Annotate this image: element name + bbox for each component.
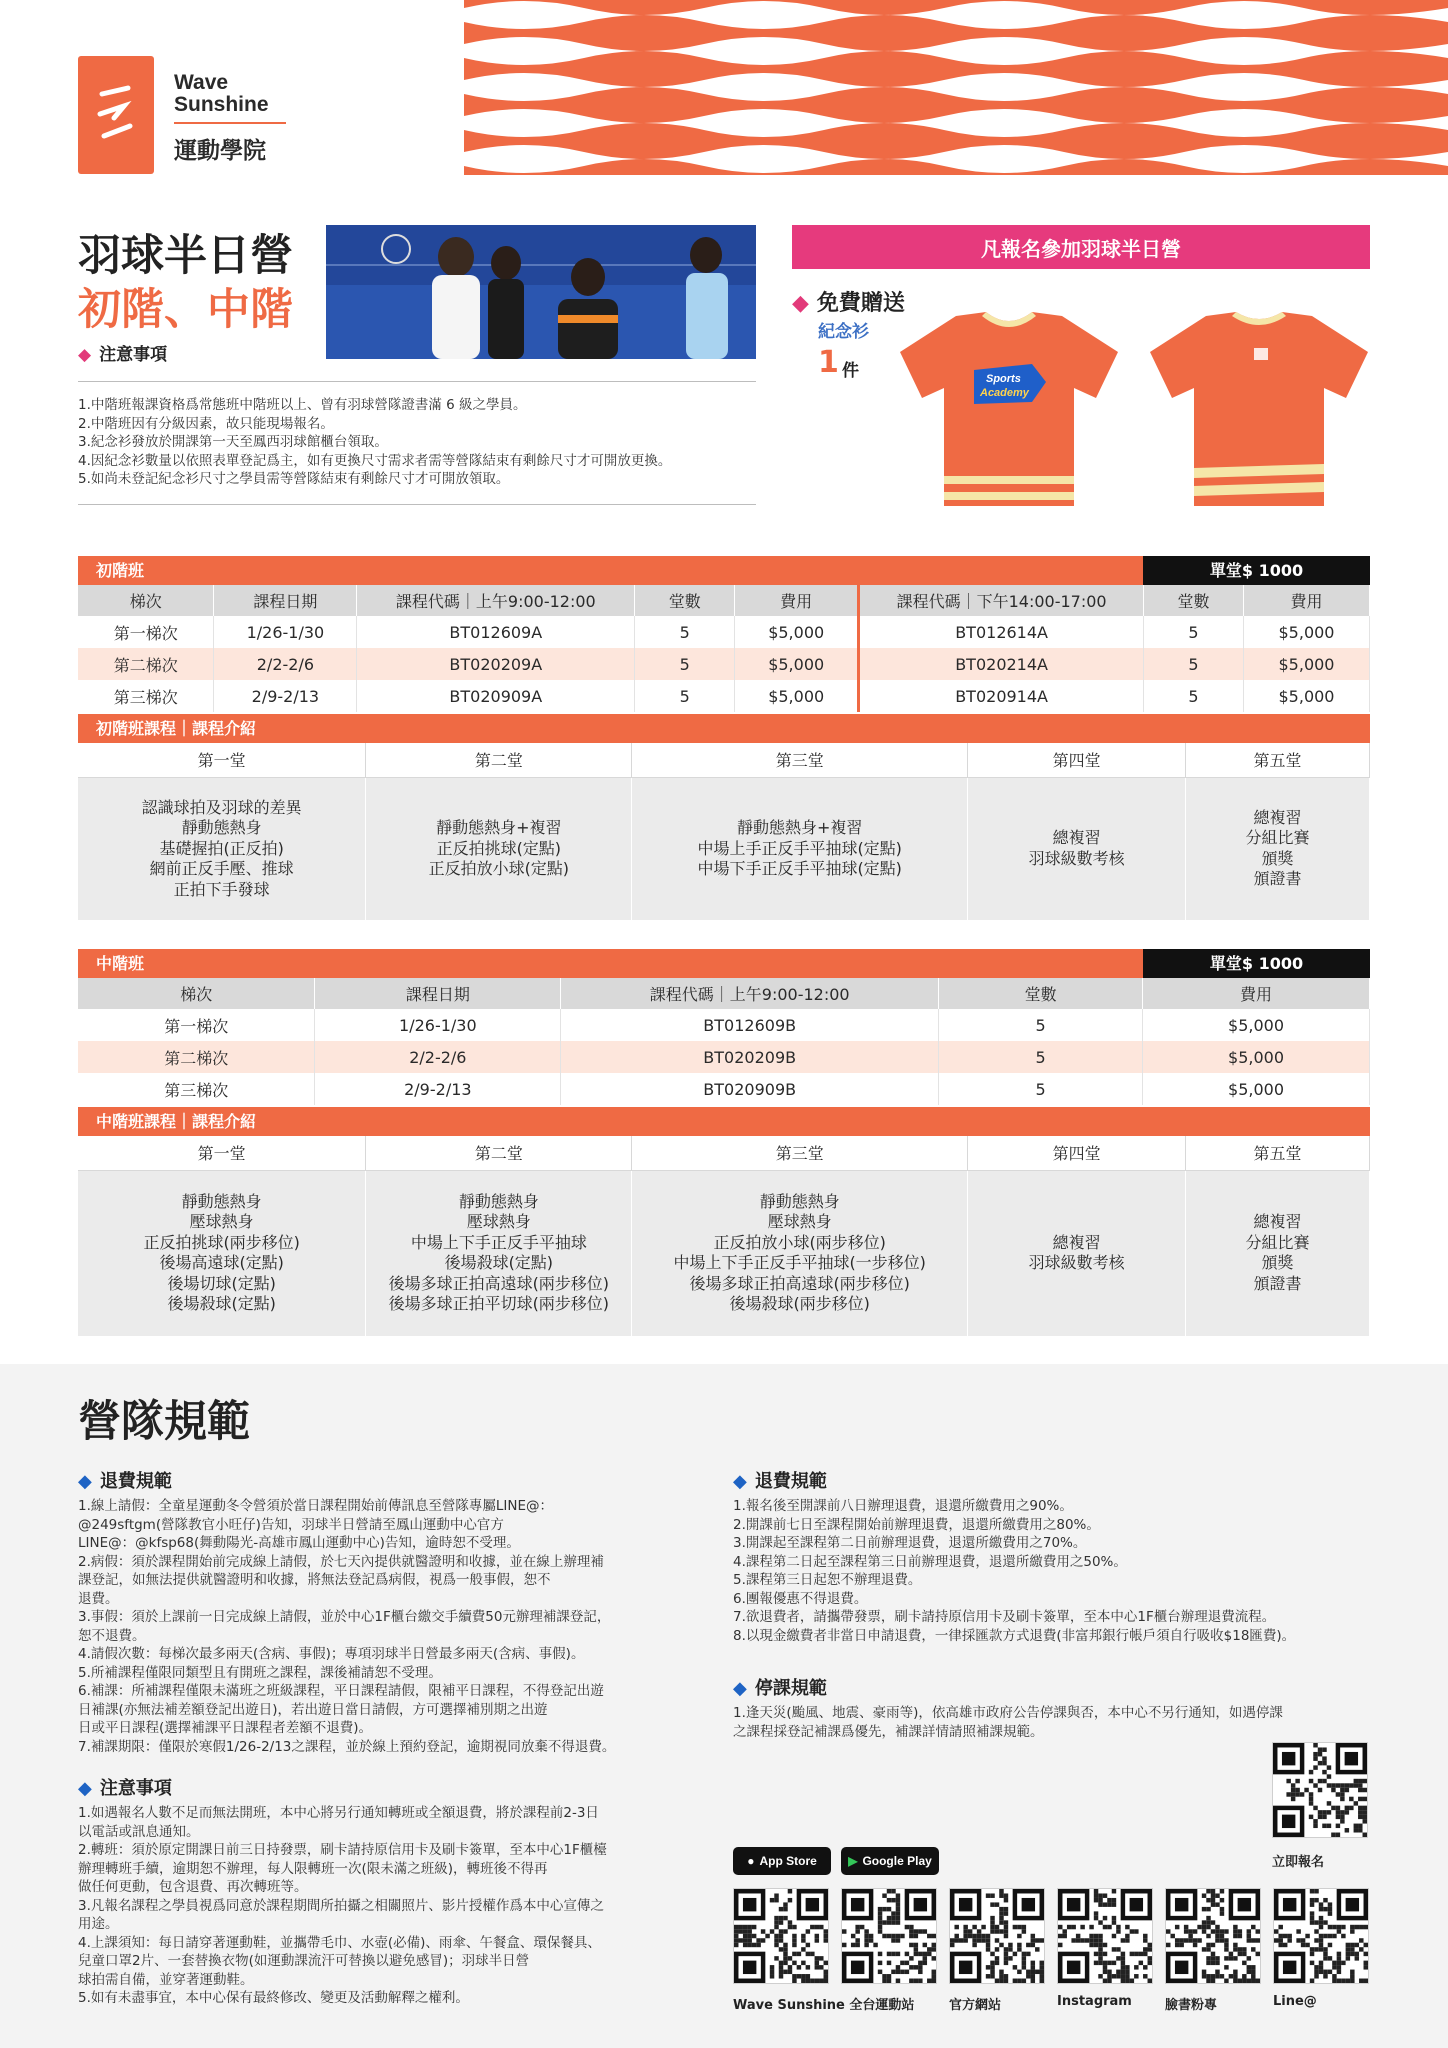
play-icon: ▶: [848, 1854, 858, 1868]
qr-pattern: [842, 1889, 936, 1983]
gift-title: ◆ 免費贈送: [792, 291, 905, 316]
brand-name-zh: 運動學院: [174, 138, 266, 164]
beginner-schedule-table: [78, 585, 1370, 712]
qr-pattern: [1273, 1743, 1367, 1837]
lesson-header-row: 第一堂 第二堂 第三堂 第四堂 第五堂: [78, 743, 1370, 777]
gift-item: 紀念衫: [818, 322, 869, 342]
gift-count: 1: [818, 345, 839, 380]
diamond-icon: ◆: [733, 1678, 747, 1699]
diamond-icon: ◆: [78, 1778, 92, 1799]
shirt-text-academy: Academy: [980, 387, 1029, 399]
register-qr-code[interactable]: [1272, 1742, 1368, 1838]
tshirt-front-image: [896, 308, 1122, 508]
diamond-icon: ◆: [78, 345, 92, 365]
refund-rules-list: 1.報名後至開課前八日辦理退費，退還所繳費用之90%。 2.開課前七日至課程開始前辦理退費，退還所繳費用之80%。 3.開課起至課程第二日前辦理退費，退還所繳費用之70%。 4.課程第二日起至課程第三日前辦理退費，退還所繳費用之50%。 5.課程第三日起恕不辦理退費。 6.團報優惠不得退費。 7.欲退費者，請攜帶發票，刷卡請持原信用卡及刷卡簽單，至本中心1F櫃台辦理退費流程。 8.以現金繳費者非當日申請退費，一律採匯款方式退費(非富邦銀行帳戶須自行吸收$18匯費)。: [733, 1498, 1296, 1644]
app-store-button[interactable]: ● App Store: [733, 1847, 831, 1875]
qr-pattern: [1274, 1889, 1368, 1983]
table-row: 第一梯次 1/26-1/30 BT012609B 5 $5,000: [78, 1009, 1370, 1041]
table-row: 第一梯次 1/26-1/30 BT012609A 5 $5,000 BT012614A 5 $5,000: [78, 616, 1370, 648]
intermediate-intro-bar: 中階班課程｜課程介紹: [78, 1107, 1370, 1136]
leave-rules-list: 1.線上請假：全童星運動冬令營須於當日課程開始前傳訊息至營隊專屬LINE@： @249sftgm(營隊教官小旺仔)告知，羽球半日營請至鳳山運動中心官方 LINE@：@kfsp68(舞動陽光-高雄市鳳山運動中心)告知，逾時恕不受理。 2.病假：須於課程開始前完成線上請假，於七天內提供就醫證明和收據，並在線上辦理補 課登記，如無法提供就醫證明和收據，將無法登記爲病假，視爲一般事假，恕不 退費。 3.事假：須於上課前一日完成線上請假，並於中心1F櫃台繳交手續費50元辦理補課登記， 恕不退費。 4.請假次數：每梯次最多兩天(含病、事假)；專項羽球半日營最多兩天(含病、事假)。 5.所補課程僅限同類型且有開班之課程，課後補請恕不受理。 6.補課：所補課程僅限未滿班之班級課程，平日課程請假，限補平日課程，不得登記出遊 日補課(亦無法補差額登記出遊日)，若出遊日當日請假，方可選擇補別期之出遊 日或平日課程(選擇補課平日課程者差額不退費)。 7.補課期限：僅限於寒假1/26-2/13之課程，並於線上預約登記，逾期視同放棄不得退費。: [78, 1498, 616, 1755]
diamond-icon: ◆: [733, 1471, 747, 1492]
beginner-lesson-table: [78, 743, 1370, 920]
page-title: 羽球半日營: [78, 231, 293, 281]
leave-rules-heading: ◆ 退費規範: [78, 1471, 172, 1492]
google-play-button[interactable]: ▶ Google Play: [841, 1847, 939, 1875]
intermediate-price: 單堂$ 1000: [1143, 949, 1370, 978]
qr-code-app-2[interactable]: [841, 1888, 937, 1984]
apple-icon: ●: [747, 1854, 755, 1868]
register-label: 立即報名: [1272, 1855, 1325, 1870]
notes-rules-heading: ◆ 注意事項: [78, 1778, 172, 1799]
intermediate-lesson-table: [78, 1136, 1370, 1336]
brand-name-en: Wave Sunshine: [174, 71, 269, 116]
notes-rules-list: 1.如遇報名人數不足而無法開班，本中心將另行通知轉班或全額退費，將於課程前2-3日 以電話或訊息通知。 2.轉班：須於原定開課日前三日持發票，刷卡請持原信用卡及刷卡簽單，至本中心1F櫃檯 辦理轉班手續，逾期恕不辦理，每人限轉班一次(限未滿之班級)，轉班後不得再 做任何更動，包含退費、再次轉班等。 3.凡報名課程之學員視爲同意於課程期間所拍攝之相關照片、影片授權作爲本中心宣傳之 用途。 4.上課須知：每日請穿著運動鞋，並攜帶毛巾、水壺(必備)、雨傘、午餐盒、環保餐具、 兒童口罩2片、一套替換衣物(如運動課流汗可替換以避免感冒)；羽球半日營 球拍需自備，並穿著運動鞋。 5.如有未盡事宜，本中心保有最終修改、變更及活動解釋之權利。: [78, 1805, 607, 2006]
qr-label-instagram: Instagram: [1057, 1994, 1132, 2009]
diamond-icon: ◆: [78, 1471, 92, 1492]
wave-pattern-banner: [464, 0, 1448, 175]
qr-pattern: [950, 1889, 1044, 1983]
qr-pattern: [1166, 1889, 1260, 1983]
qr-pattern: [1058, 1889, 1152, 1983]
qr-label-website: 官方網站: [949, 1998, 1002, 2013]
beginner-bar: 初階班: [78, 556, 1143, 585]
beginner-price: 單堂$ 1000: [1143, 556, 1370, 585]
table-row: 第二梯次 2/2-2/6 BT020209A 5 $5,000 BT020214A 5 $5,000: [78, 648, 1370, 680]
beginner-intro-bar: 初階班課程｜課程介紹: [78, 714, 1370, 743]
qr-code-website[interactable]: [949, 1888, 1045, 1984]
top-notes-list: 1.中階班報課資格爲常態班中階班以上、曾有羽球營隊證書滿 6 級之學員。 2.中階班因有分級因素，故只能現場報名。 3.紀念衫發放於開課第一天至鳳西羽球館櫃台領取。 4.因紀念衫數量以依照表單登記爲主，如有更換尺寸需求者需等營隊結束有剩餘尺寸才可開放更換。 5.如尚未登記紀念衫尺寸之學員需等營隊結束有剩餘尺寸才可開放領取。: [78, 397, 672, 487]
notes-divider-bottom: [78, 504, 756, 505]
notes-divider-top: [78, 381, 756, 382]
qr-pattern: [734, 1889, 828, 1983]
qr-code-app[interactable]: [733, 1888, 829, 1984]
page-subtitle-levels: 初階、中階: [78, 285, 293, 335]
qr-label-line: Line@: [1273, 1994, 1317, 2009]
beginner-section: [78, 556, 1370, 920]
intermediate-bar: 中階班: [78, 949, 1143, 978]
qr-code-instagram[interactable]: [1057, 1888, 1153, 1984]
rules-title: 營隊規範: [78, 1397, 250, 1447]
brand-logo: [78, 56, 154, 174]
diamond-icon: ◆: [792, 291, 809, 316]
tshirt-back-image: [1146, 308, 1372, 508]
logo-wave-icon: [94, 78, 138, 148]
gift-unit: 件: [842, 361, 859, 381]
notice-heading: ◆ 注意事項: [78, 345, 168, 365]
table-row: 第三梯次 2/9-2/13 BT020909B 5 $5,000: [78, 1073, 1370, 1105]
lesson-content-row: 認識球拍及羽球的差異 靜動態熱身 基礎握拍(正反拍) 網前正反手壓、推球 正拍下手發球 靜動態熱身+複習 正反拍挑球(定點) 正反拍放小球(定點) 靜動態熱身+複習 中場上手正反手平抽球(定點) 中場下手正反手平抽球(定點) 總複習 羽球級數考核 總複習 分組比賽 頒獎 頒證書: [78, 777, 1370, 920]
qr-label-app: Wave Sunshine 全台運動站: [733, 1998, 915, 2013]
promo-banner: 凡報名參加羽球半日營: [792, 225, 1370, 269]
qr-label-facebook: 臉書粉專: [1165, 1998, 1218, 2013]
intermediate-schedule-table: [78, 978, 1370, 1105]
kids-badminton-photo: [326, 225, 756, 359]
suspend-rules-heading: ◆ 停課規範: [733, 1678, 827, 1699]
shirt-text-sports: Sports: [986, 373, 1021, 385]
brand-divider: [174, 122, 286, 124]
lesson-header-row: 第一堂 第二堂 第三堂 第四堂 第五堂: [78, 1136, 1370, 1170]
qr-code-line[interactable]: [1273, 1888, 1369, 1984]
table-header-row: 梯次 課程日期 課程代碼｜上午9:00-12:00 堂數 費用: [78, 978, 1370, 1009]
suspend-rules-list: 1.逢天災(颱風、地震、豪雨等)，依高雄市政府公告停課與否，本中心不另行通知，如遇停課 之課程採登記補課爲優先，補課詳情請照補課規範。: [733, 1705, 1283, 1740]
refund-rules-heading: ◆ 退費規範: [733, 1471, 827, 1492]
table-row: 第二梯次 2/2-2/6 BT020209B 5 $5,000: [78, 1041, 1370, 1073]
qr-code-facebook[interactable]: [1165, 1888, 1261, 1984]
lesson-content-row: 靜動態熱身 壓球熱身 正反拍挑球(兩步移位) 後場高遠球(定點) 後場切球(定點) 後場殺球(定點) 靜動態熱身 壓球熱身 中場上下手正反手平抽球 後場殺球(定點) 後場多球正拍高遠球(兩步移位) 後場多球正拍平切球(兩步移位) 靜動態熱身 壓球熱身 正反拍放小球(兩步移位) 中場上下手正反手平抽球(一步移位) 後場多球正拍高遠球(兩步移位) 後場殺球(兩步移位) 總複習 羽球級數考核 總複習 分組比賽 頒獎 頒證書: [78, 1170, 1370, 1336]
table-row: 第三梯次 2/9-2/13 BT020909A 5 $5,000 BT020914A 5 $5,000: [78, 680, 1370, 712]
table-header-row: 梯次 課程日期 課程代碼｜上午9:00-12:00 堂數 費用 課程代碼｜下午14:00-17:00 堂數 費用: [78, 585, 1370, 616]
intermediate-section: [78, 949, 1370, 1336]
